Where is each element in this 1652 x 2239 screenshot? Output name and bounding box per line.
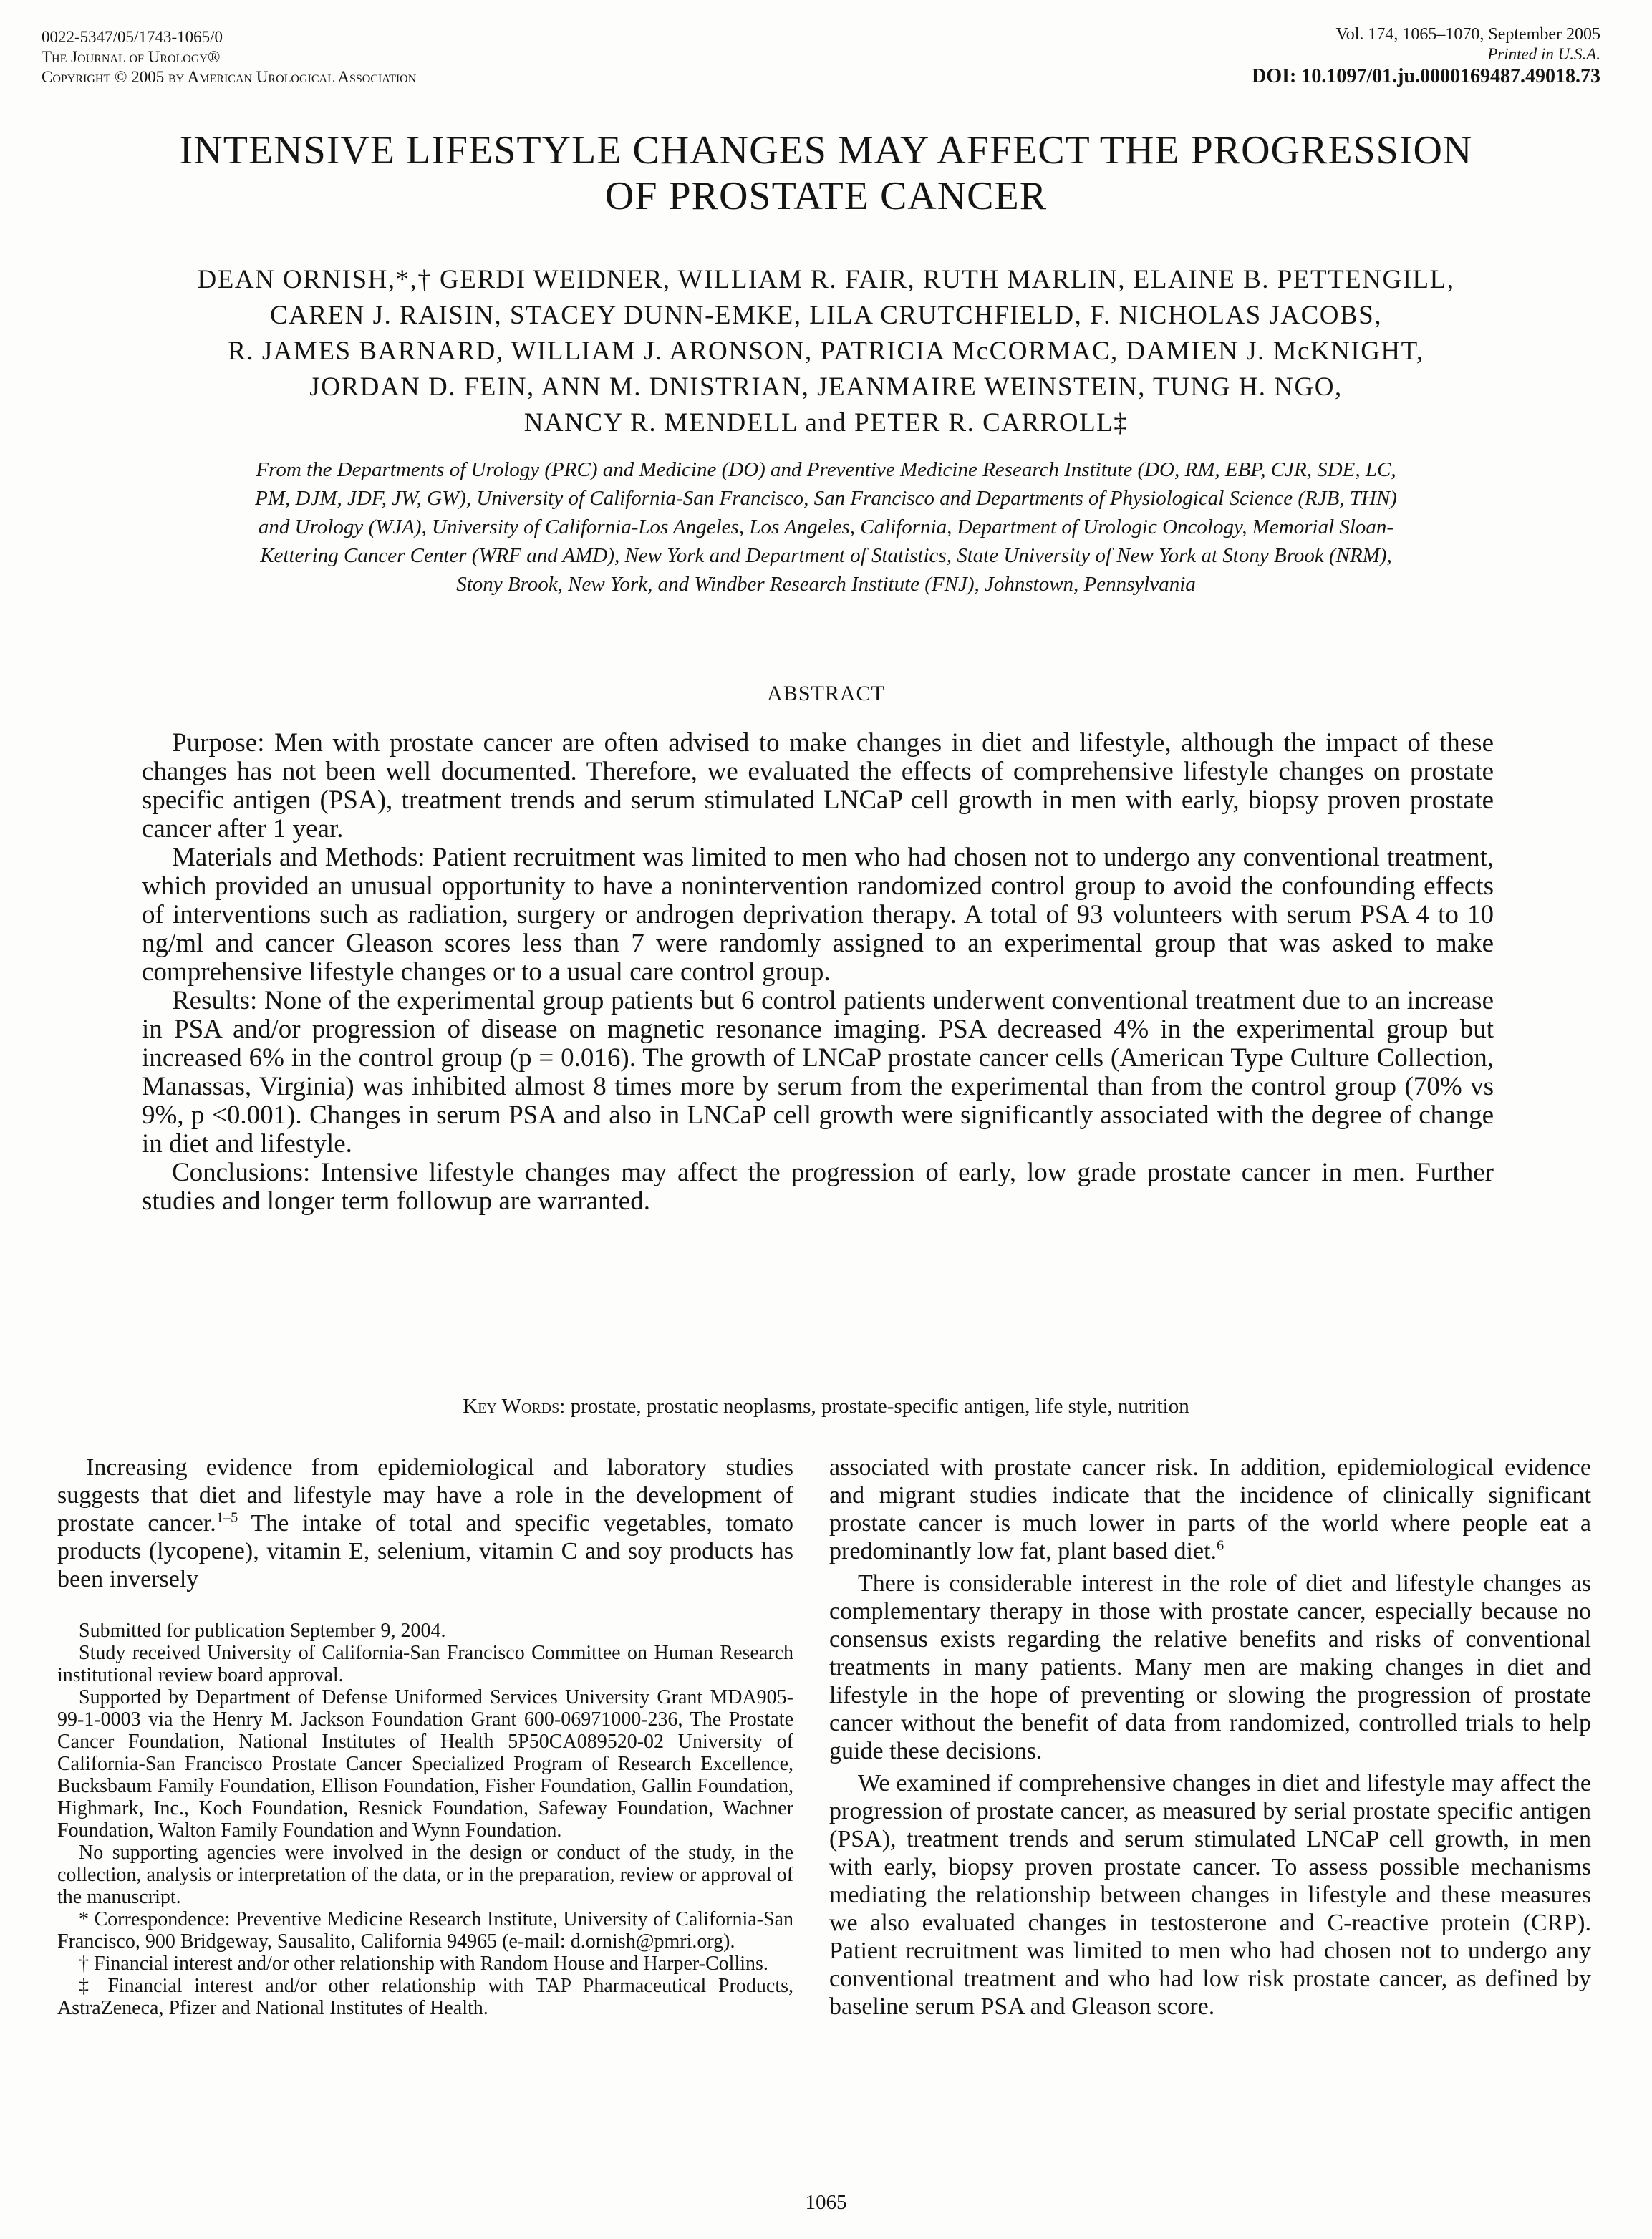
author-line: DEAN ORNISH,*,† GERDI WEIDNER, WILLIAM R. FAIR, RUTH MARLIN, ELAINE B. PETTENGILL, [197, 265, 1455, 294]
title-line-2: OF PROSTATE CANCER [604, 174, 1048, 218]
affiliations [36, 455, 1616, 599]
body-left-column [57, 1454, 793, 1593]
abstract-results: Results: None of the experimental group patients but 6 control patients underwent conventional treatment due to an increase in PSA and/or progression of disease on magnetic resonance imaging. PSA decreased 4% in the experimental group but increased 6% in the control group (p = 0.016). The growth of LNCaP prostate cancer cells (American Type Culture Collection, Manassas, Virginia) was inhibited almost 8 times more by serum from the experimental than from the control group (70% vs 9%, p <0.001). Changes in serum PSA and also in LNCaP cell growth were significantly associated with the degree of change in diet and lifestyle. [142, 986, 1494, 1159]
intro-text-b: The intake of total and specific vegetables, tomato products (lycopene), vitamin E, selenium, vitamin C and soy products has been inversely [57, 1510, 793, 1592]
body-right-column [829, 1454, 1591, 2021]
body-paragraph: We examined if comprehensive changes in diet and lifestyle may affect the progression of prostate cancer, as measured by serial prostate specific antigen (PSA), treatment trends and serum stimulated LNCaP cell growth, in men with early, biopsy proven prostate cancer. To assess possible mechanisms mediating the relationship between changes in lifestyle and these measures we also evaluated changes in testosterone and C-reactive protein (CRP). Patient recruitment was limited to men who had chosen not to undergo any conventional treatment and who had low risk prostate cancer, as defined by baseline serum PSA and Gleason score. [829, 1770, 1591, 2020]
author-line: CAREN J. RAISIN, STACEY DUNN-EMKE, LILA CRUTCHFIELD, F. NICHOLAS JACOBS, [269, 301, 1383, 330]
journal-copyright: Copyright © 2005 by American Urological Association [42, 68, 417, 86]
title-line-1: INTENSIVE LIFESTYLE CHANGES MAY AFFECT THE PROGRESSION [179, 128, 1473, 173]
doi-link[interactable]: DOI: 10.1097/01.ju.0000169487.49018.73 [1252, 65, 1600, 87]
citation-ref[interactable]: 1–5 [216, 1509, 238, 1526]
journal-header-left [42, 27, 416, 87]
intro-text-a: Increasing evidence from epidemiological and laboratory studies suggests that diet and lifestyle may have a role in the development of prostate cancer. [57, 1454, 793, 1537]
journal-name: The Journal of Urology® [42, 48, 221, 66]
article-title [43, 127, 1609, 219]
citation-ref[interactable]: 6 [1217, 1537, 1224, 1554]
page-number: 1065 [805, 2191, 847, 2214]
journal-header-right [956, 24, 1600, 89]
abstract-body [142, 729, 1494, 1216]
footnote-correspondence: * Correspondence: Preventive Medicine Research Institute, University of California-San Francisco, 900 Bridgeway, Sausalito, California 94965 (e-mail: d.ornish@pmri.org). [57, 1908, 793, 1953]
keywords-text: prostate, prostatic neoplasms, prostate-specific antigen, life style, nutrition [570, 1395, 1189, 1418]
author-line: R. JAMES BARNARD, WILLIAM J. ARONSON, PATRICIA McCORMAC, DAMIEN J. McKNIGHT, [228, 337, 1424, 366]
intro-paragraph [57, 1454, 793, 1593]
affiliation-line: PM, DJM, JDF, JW, GW), University of California-San Francisco, San Francisco and Departments of Physiological Science (RJB, THN) [255, 487, 1397, 510]
printed-in: Printed in U.S.A. [1487, 45, 1600, 63]
footnote-submitted: Submitted for publication September 9, 2004. [79, 1620, 446, 1642]
volume-info: Vol. 174, 1065–1070, September 2005 [1335, 25, 1600, 44]
footnotes [57, 1620, 793, 2019]
author-line: JORDAN D. FEIN, ANN M. DNISTRIAN, JEANMAIRE WEINSTEIN, TUNG H. NGO, [309, 372, 1343, 402]
author-list [29, 262, 1623, 441]
body-paragraph [829, 1454, 1591, 1565]
footnote-irb: Study received University of California-San Francisco Committee on Human Research institutional review board approval. [57, 1642, 793, 1686]
abstract-purpose: Purpose: Men with prostate cancer are often advised to make changes in diet and lifestyle, although the impact of these changes has not been well documented. Therefore, we evaluated the effects of comprehensive lifestyle changes on prostate specific antigen (PSA), treatment trends and serum stimulated LNCaP cell growth in men with early, biopsy proven prostate cancer after 1 year. [142, 728, 1494, 843]
keywords [0, 1395, 1652, 1418]
affiliation-line: and Urology (WJA), University of California-Los Angeles, Los Angeles, California, Department of Urologic Oncology, Memorial Sloan- [258, 516, 1394, 538]
affiliation-line: From the Departments of Urology (PRC) and Medicine (DO) and Preventive Medicine Research Institute (DO, RM, EBP, CJR, SDE, LC, [256, 458, 1396, 481]
affiliation-line: Kettering Cancer Center (WRF and AMD), New York and Department of Statistics, State University of New York at Stony Brook (NRM), [260, 544, 1392, 567]
body-paragraph: There is considerable interest in the role of diet and lifestyle changes as complementary therapy in those with prostate cancer, especially because no consensus exists regarding the relative benefits and risks of conventional treatments in many patients. Many men are making changes in diet and lifestyle in the hope of preventing or slowing the progression of prostate cancer without the benefit of data from randomized, controlled trials to help guide these decisions. [829, 1570, 1591, 1764]
footnote-agencies: No supporting agencies were involved in the design or conduct of the study, in the collection, analysis or interpretation of the data, or in the preparation, review or approval of the manuscript. [57, 1842, 793, 1908]
journal-issn: 0022-5347/05/1743-1065/0 [42, 28, 223, 46]
affiliation-line: Stony Brook, New York, and Windber Research Institute (FNJ), Johnstown, Pennsylvania [456, 573, 1196, 596]
body-text: associated with prostate cancer risk. In addition, epidemiological evidence and migrant studies indicate that the incidence of clinically significant prostate cancer is much lower in parts of the world where people eat a predominantly low fat, plant based diet. [829, 1454, 1591, 1565]
footnote-double-dagger: ‡ Financial interest and/or other relationship with TAP Pharmaceutical Products, AstraZeneca, Pfizer and National Institutes of Health. [57, 1975, 793, 2019]
abstract-heading: ABSTRACT [767, 682, 885, 705]
keywords-label: Key Words: [463, 1395, 566, 1418]
abstract-methods: Materials and Methods: Patient recruitment was limited to men who had chosen not to undergo any conventional treatment, which provided an unusual opportunity to have a nonintervention randomized control group to avoid the confounding effects of interventions such as radiation, surgery or androgen deprivation therapy. A total of 93 volunteers with serum PSA 4 to 10 ng/ml and cancer Gleason scores less than 7 were randomly assigned to an experimental group that was asked to make comprehensive lifestyle changes or to a usual care control group. [142, 843, 1494, 987]
author-line: NANCY R. MENDELL and PETER R. CARROLL‡ [523, 408, 1129, 437]
footnote-funding: Supported by Department of Defense Uniformed Services University Grant MDA905-99-1-0003 via the Henry M. Jackson Foundation Grant 600-06971000-236, The Prostate Cancer Foundation, National Institutes of Health 5P50CA089520-02 University of California-San Francisco Prostate Cancer Specialized Program of Research Excellence, Bucksbaum Family Foundation, Ellison Foundation, Fisher Foundation, Gallin Foundation, Highmark, Inc., Koch Foundation, Resnick Foundation, Safeway Foundation, Wachner Foundation, Walton Family Foundation and Wynn Foundation. [57, 1686, 793, 1842]
abstract-conclusions: Conclusions: Intensive lifestyle changes may affect the progression of early, low grade prostate cancer in men. Further studies and longer term followup are warranted. [142, 1158, 1494, 1216]
footnote-dagger: † Financial interest and/or other relationship with Random House and Harper-Collins. [79, 1953, 768, 1975]
